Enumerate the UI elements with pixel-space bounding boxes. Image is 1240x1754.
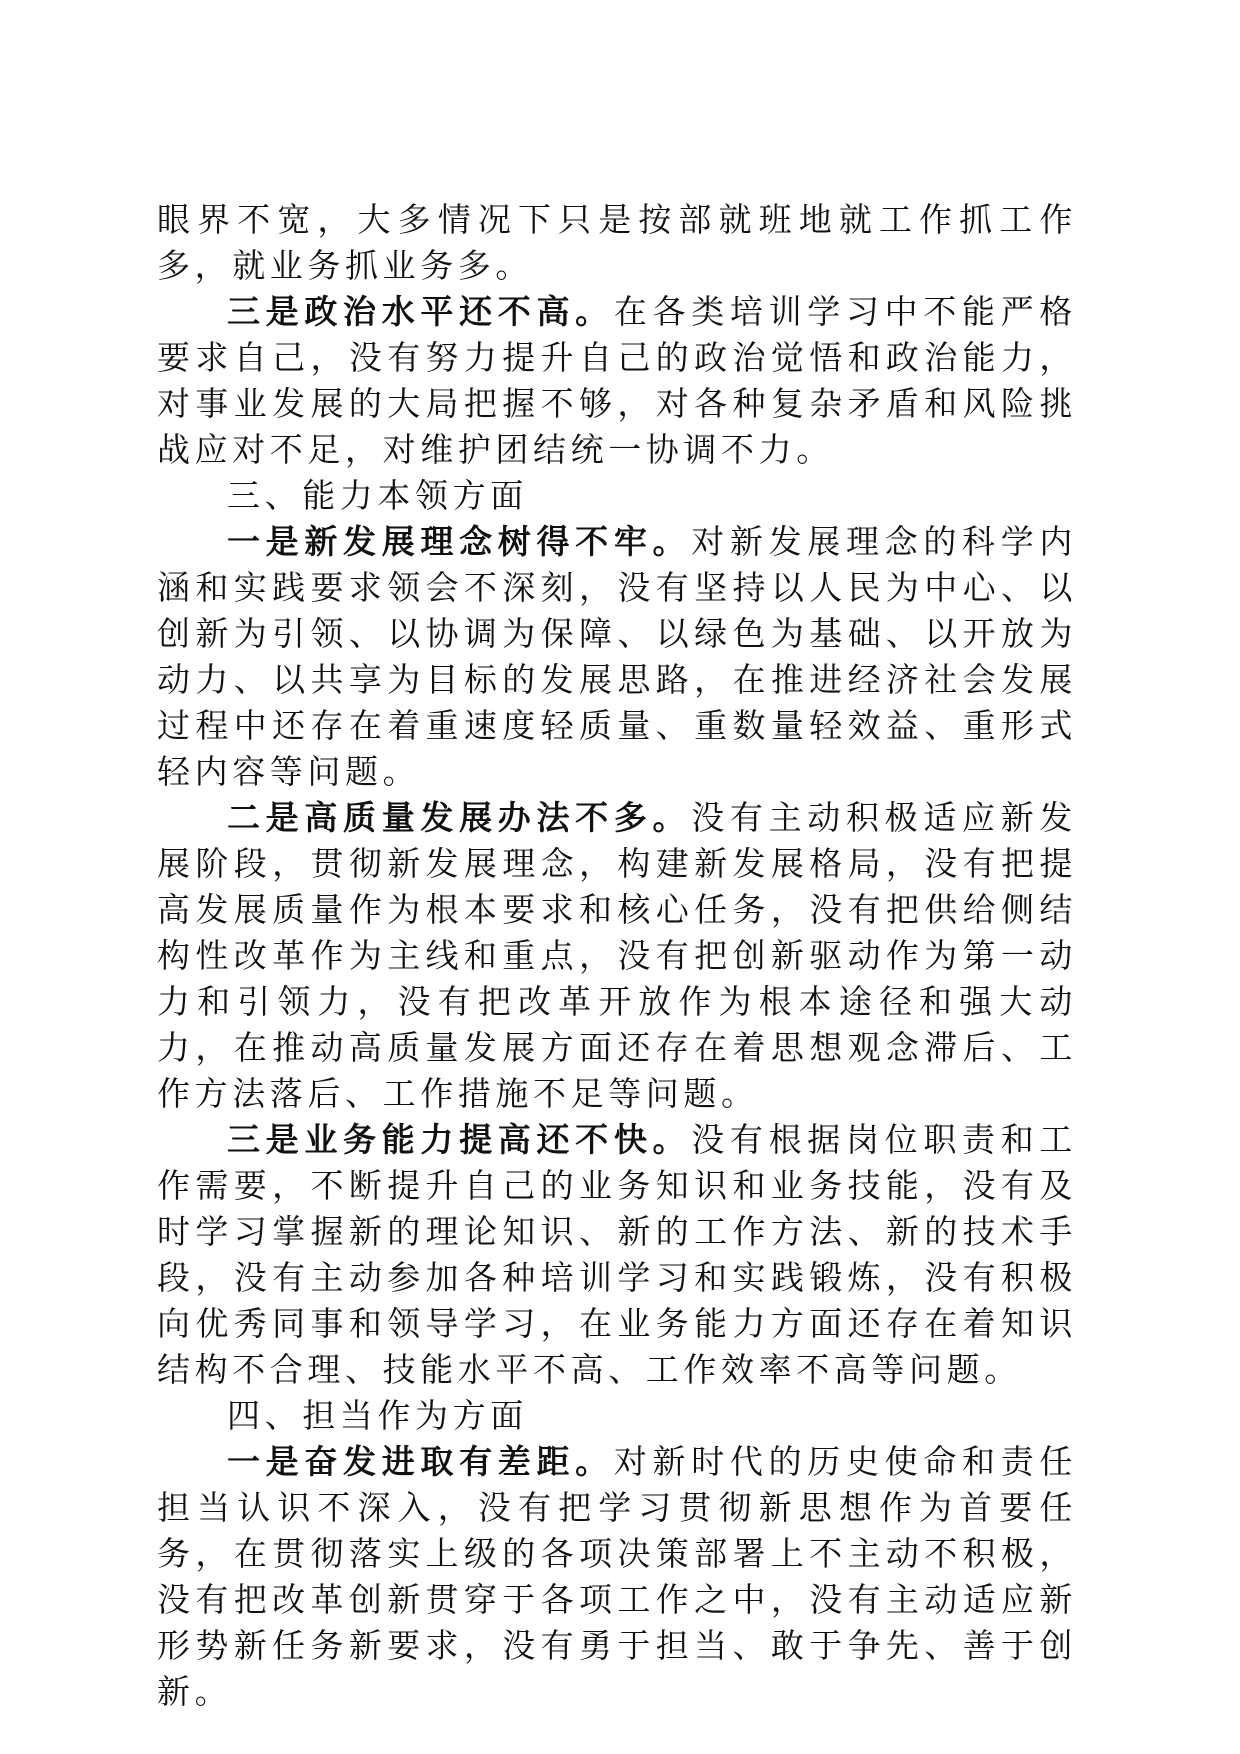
paragraph-text: 没有根据岗位职责和工作需要，不断提升自己的业务知识和业务技能，没有及时学习掌握新的理论知识、新的工作方法、新的技术手段，没有主动参加各种培训学习和实践锻炼，没有积极向优秀同事和领导学习，在业务能力方面还存在着知识结构不合理、技能水平不高、工作效率不高等问题。 bbox=[157, 1120, 1078, 1389]
paragraph-continuation bbox=[157, 197, 1077, 289]
paragraph-text: 对新发展理念的科学内涵和实践要求领会不深刻，没有坚持以人民为中心、以创新为引领、以协调为保障、以绿色为基础、以开放为动力、以共享为目标的发展思路，在推进经济社会发展过程中还存在着重速度轻质量、重数量轻效益、重形式轻内容等问题。 bbox=[157, 522, 1078, 791]
section-heading-text: 四、担当作为方面 bbox=[227, 1396, 528, 1435]
section-heading-responsibility bbox=[157, 1393, 1077, 1439]
paragraph-lead: 三是业务能力提高还不快。 bbox=[227, 1120, 692, 1159]
section-heading-text: 三、能力本领方面 bbox=[227, 476, 528, 515]
paragraph-text: 眼界不宽，大多情况下只是按部就班地就工作抓工作多，就业务抓业务多。 bbox=[157, 200, 1077, 285]
paragraph-lead: 三是政治水平还不高。 bbox=[227, 292, 614, 331]
paragraph-text: 对新时代的历史使命和责任担当认识不深入，没有把学习贯彻新思想作为首要任务，在贯彻落实上级的各项决策部署上不主动不积极，没有把改革创新贯穿于各项工作之中，没有主动适应新形势新任务新要求，没有勇于担当、敢于争先、善于创新。 bbox=[157, 1442, 1078, 1711]
paragraph-point-political-level bbox=[157, 289, 1077, 473]
document-body bbox=[157, 197, 1077, 1715]
paragraph-lead: 一是奋发进取有差距。 bbox=[227, 1442, 614, 1481]
paragraph-point-new-development-concept bbox=[157, 519, 1077, 795]
paragraph-point-enterprising bbox=[157, 1439, 1077, 1715]
paragraph-point-business-ability bbox=[157, 1117, 1077, 1393]
paragraph-lead: 一是新发展理念树得不牢。 bbox=[227, 522, 692, 561]
paragraph-lead: 二是高质量发展办法不多。 bbox=[227, 798, 692, 837]
section-heading-ability bbox=[157, 473, 1077, 519]
paragraph-text: 没有主动积极适应新发展阶段，贯彻新发展理念，构建新发展格局，没有把提高发展质量作为根本要求和核心任务，没有把供给侧结构性改革作为主线和重点，没有把创新驱动作为第一动力和引领力，没有把改革开放作为根本途径和强大动力，在推动高质量发展方面还存在着思想观念滞后、工作方法落后、工作措施不足等问题。 bbox=[157, 798, 1078, 1113]
paragraph-point-high-quality-development bbox=[157, 795, 1077, 1117]
paragraph-text: 在各类培训学习中不能严格要求自己，没有努力提升自己的政治觉悟和政治能力，对事业发展的大局把握不够，对各种复杂矛盾和风险挑战应对不足，对维护团结统一协调不力。 bbox=[157, 292, 1078, 469]
